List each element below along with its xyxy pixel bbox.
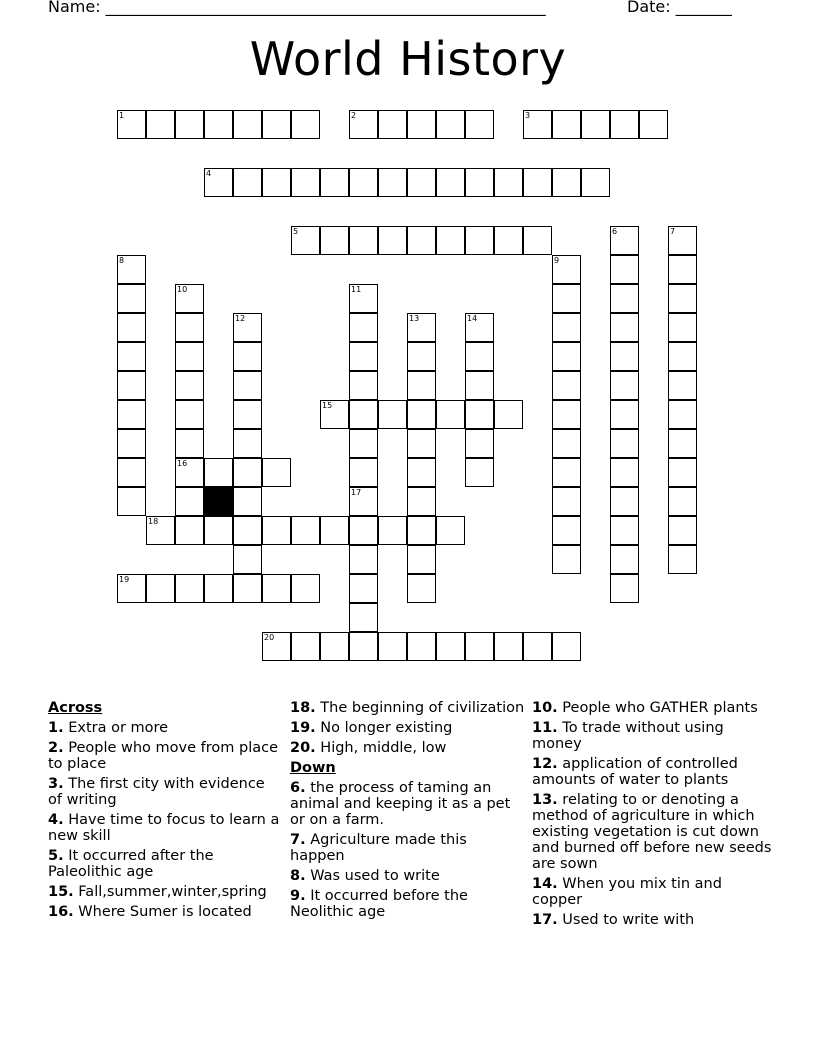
crossword-cell[interactable] <box>436 400 465 429</box>
clue-number: 4 <box>206 169 212 178</box>
crossword-cell[interactable] <box>117 284 146 313</box>
crossword-cell[interactable] <box>494 632 523 661</box>
crossword-cell[interactable] <box>378 110 407 139</box>
crossword-cell[interactable] <box>349 313 378 342</box>
crossword-cell[interactable] <box>320 400 349 429</box>
crossword-cell[interactable] <box>610 313 639 342</box>
clue-number: 19 <box>119 575 130 584</box>
crossword-cell[interactable] <box>233 487 262 516</box>
crossword-cell[interactable] <box>407 342 436 371</box>
crossword-cell[interactable] <box>349 429 378 458</box>
crossword-cell[interactable] <box>291 574 320 603</box>
black-square <box>204 487 233 516</box>
crossword-cell[interactable] <box>320 168 349 197</box>
crossword-cell[interactable] <box>610 400 639 429</box>
crossword-cell[interactable] <box>349 110 378 139</box>
crossword-cell[interactable] <box>465 632 494 661</box>
crossword-cell[interactable] <box>291 632 320 661</box>
crossword-cell[interactable] <box>610 371 639 400</box>
crossword-cell[interactable] <box>610 255 639 284</box>
crossword-cell[interactable] <box>233 516 262 545</box>
crossword-cell[interactable] <box>117 371 146 400</box>
crossword-cell[interactable] <box>668 284 697 313</box>
crossword-cell[interactable] <box>349 226 378 255</box>
crossword-cell[interactable] <box>552 487 581 516</box>
crossword-cell[interactable] <box>378 168 407 197</box>
crossword-cell[interactable] <box>291 516 320 545</box>
crossword-cell[interactable] <box>465 110 494 139</box>
crossword-cell[interactable] <box>175 313 204 342</box>
crossword-cell[interactable] <box>175 429 204 458</box>
crossword-cell[interactable] <box>233 545 262 574</box>
crossword-cell[interactable] <box>581 168 610 197</box>
crossword-cell[interactable] <box>465 313 494 342</box>
down-heading: Down <box>290 760 336 776</box>
crossword-cell[interactable] <box>610 342 639 371</box>
crossword-cell[interactable] <box>233 313 262 342</box>
clues-column-3 <box>532 700 772 932</box>
crossword-cell[interactable] <box>204 168 233 197</box>
across-clue: 19. No longer existing <box>290 720 453 736</box>
crossword-cell[interactable] <box>349 400 378 429</box>
crossword-cell[interactable] <box>204 574 233 603</box>
crossword-cell[interactable] <box>204 110 233 139</box>
crossword-cell[interactable] <box>523 110 552 139</box>
crossword-cell[interactable] <box>291 168 320 197</box>
clue-number: 7 <box>670 227 676 236</box>
crossword-cell[interactable] <box>552 255 581 284</box>
crossword-cell[interactable] <box>204 458 233 487</box>
crossword-cell[interactable] <box>407 168 436 197</box>
crossword-cell[interactable] <box>465 371 494 400</box>
crossword-cell[interactable] <box>668 516 697 545</box>
crossword-cell[interactable] <box>552 342 581 371</box>
crossword-cell[interactable] <box>407 487 436 516</box>
across-heading: Across <box>48 700 103 716</box>
crossword-cell[interactable] <box>175 284 204 313</box>
crossword-cell[interactable] <box>349 574 378 603</box>
crossword-cell[interactable] <box>436 226 465 255</box>
crossword-cell[interactable] <box>552 516 581 545</box>
clue-number: 2 <box>351 111 357 120</box>
crossword-cell[interactable] <box>407 110 436 139</box>
down-clue: 12. application of controlled amounts of water to plants <box>532 756 738 788</box>
across-clue: 15. Fall,summer,winter,spring <box>48 884 267 900</box>
clues-column-2 <box>290 700 525 924</box>
down-clue: 6. the process of taming an animal and keeping it as a pet or on a farm. <box>290 780 511 828</box>
clue-number: 16 <box>177 459 188 468</box>
crossword-cell[interactable] <box>523 226 552 255</box>
crossword-cell[interactable] <box>494 226 523 255</box>
crossword-cell[interactable] <box>262 168 291 197</box>
crossword-cell[interactable] <box>407 458 436 487</box>
crossword-cell[interactable] <box>117 313 146 342</box>
clue-number: 8 <box>119 256 125 265</box>
crossword-cell[interactable] <box>117 110 146 139</box>
clue-number: 5 <box>293 227 299 236</box>
crossword-cell[interactable] <box>175 400 204 429</box>
crossword-cell[interactable] <box>552 313 581 342</box>
crossword-cell[interactable] <box>349 516 378 545</box>
crossword-cell[interactable] <box>291 226 320 255</box>
crossword-cell[interactable] <box>349 545 378 574</box>
crossword-cell[interactable] <box>668 400 697 429</box>
crossword-cell[interactable] <box>320 226 349 255</box>
crossword-cell[interactable] <box>175 574 204 603</box>
crossword-cell[interactable] <box>349 487 378 516</box>
crossword-cell[interactable] <box>349 168 378 197</box>
across-clue: 20. High, middle, low <box>290 740 447 756</box>
crossword-cell[interactable] <box>552 429 581 458</box>
crossword-cell[interactable] <box>175 487 204 516</box>
across-clue: 18. The beginning of civilization <box>290 700 525 716</box>
across-clue: 16. Where Sumer is located <box>48 904 252 920</box>
crossword-cell[interactable] <box>233 371 262 400</box>
down-clue: 13. relating to or denoting a method of agriculture in which existing vegetation is cut down and burned off before new seeds are sown <box>532 792 772 872</box>
crossword-cell[interactable] <box>349 342 378 371</box>
crossword-cell[interactable] <box>465 400 494 429</box>
crossword-cell[interactable] <box>668 487 697 516</box>
clue-number: 15 <box>322 401 333 410</box>
crossword-cell[interactable] <box>378 516 407 545</box>
clue-number: 20 <box>264 633 275 642</box>
clue-number: 1 <box>119 111 125 120</box>
crossword-cell[interactable] <box>668 545 697 574</box>
crossword-cell[interactable] <box>465 458 494 487</box>
crossword-cell[interactable] <box>117 400 146 429</box>
date-line: Date: _______ <box>627 0 732 16</box>
crossword-cell[interactable] <box>291 110 320 139</box>
crossword-cell[interactable] <box>436 516 465 545</box>
crossword-cell[interactable] <box>436 632 465 661</box>
crossword-cell[interactable] <box>552 110 581 139</box>
clue-number: 10 <box>177 285 188 294</box>
down-clue: 11. To trade without using money <box>532 720 724 752</box>
clues-column-1 <box>48 700 283 924</box>
crossword-cell[interactable] <box>378 632 407 661</box>
crossword-cell[interactable] <box>581 110 610 139</box>
crossword-cell[interactable] <box>523 168 552 197</box>
crossword-cell[interactable] <box>610 226 639 255</box>
crossword-cell[interactable] <box>349 458 378 487</box>
crossword-cell[interactable] <box>407 226 436 255</box>
crossword-cell[interactable] <box>233 342 262 371</box>
crossword-cell[interactable] <box>117 255 146 284</box>
crossword-cell[interactable] <box>668 342 697 371</box>
clue-number: 12 <box>235 314 246 323</box>
crossword-cell[interactable] <box>552 371 581 400</box>
crossword-cell[interactable] <box>320 516 349 545</box>
crossword-cell[interactable] <box>262 110 291 139</box>
clue-number: 11 <box>351 285 362 294</box>
crossword-cell[interactable] <box>494 168 523 197</box>
crossword-cell[interactable] <box>349 371 378 400</box>
crossword-cell[interactable] <box>262 632 291 661</box>
crossword-cell[interactable] <box>465 342 494 371</box>
crossword-cell[interactable] <box>175 516 204 545</box>
crossword-cell[interactable] <box>552 168 581 197</box>
crossword-cell[interactable] <box>610 487 639 516</box>
crossword-cell[interactable] <box>146 516 175 545</box>
crossword-cell[interactable] <box>407 516 436 545</box>
down-clue: 7. Agriculture made this happen <box>290 832 467 864</box>
across-clue: 4. Have time to focus to learn a new skill <box>48 812 280 844</box>
crossword-cell[interactable] <box>639 110 668 139</box>
crossword-cell[interactable] <box>407 371 436 400</box>
crossword-cell[interactable] <box>407 632 436 661</box>
crossword-cell[interactable] <box>610 574 639 603</box>
crossword-cell[interactable] <box>407 545 436 574</box>
crossword-cell[interactable] <box>465 168 494 197</box>
crossword-cell[interactable] <box>175 342 204 371</box>
crossword-cell[interactable] <box>552 545 581 574</box>
name-line: Name: _______________________________________________________ <box>48 0 546 16</box>
crossword-cell[interactable] <box>320 632 349 661</box>
clue-number: 6 <box>612 227 618 236</box>
down-clue: 17. Used to write with <box>532 912 695 928</box>
down-clue: 14. When you mix tin and copper <box>532 876 722 908</box>
crossword-cell[interactable] <box>552 458 581 487</box>
crossword-cell[interactable] <box>349 632 378 661</box>
crossword-cell[interactable] <box>117 458 146 487</box>
crossword-cell[interactable] <box>552 632 581 661</box>
crossword-cell[interactable] <box>204 516 233 545</box>
across-clue: 2. People who move from place to place <box>48 740 279 772</box>
crossword-cell[interactable] <box>233 574 262 603</box>
crossword-cell[interactable] <box>117 429 146 458</box>
crossword-cell[interactable] <box>233 168 262 197</box>
crossword-cell[interactable] <box>668 371 697 400</box>
crossword-cell[interactable] <box>378 400 407 429</box>
crossword-cell[interactable] <box>407 313 436 342</box>
crossword-cell[interactable] <box>262 574 291 603</box>
down-clue: 9. It occurred before the Neolithic age <box>290 888 468 920</box>
crossword-cell[interactable] <box>407 400 436 429</box>
across-clue: 3. The first city with evidence of writing <box>48 776 265 808</box>
crossword-cell[interactable] <box>610 516 639 545</box>
across-clue: 5. It occurred after the Paleolithic age <box>48 848 214 880</box>
crossword-cell[interactable] <box>117 342 146 371</box>
clue-number: 17 <box>351 488 362 497</box>
crossword-cell[interactable] <box>523 632 552 661</box>
crossword-cell[interactable] <box>436 110 465 139</box>
crossword-cell[interactable] <box>349 603 378 632</box>
crossword-cell[interactable] <box>117 574 146 603</box>
clue-number: 13 <box>409 314 420 323</box>
crossword-cell[interactable] <box>668 429 697 458</box>
crossword-cell[interactable] <box>407 429 436 458</box>
crossword-cell[interactable] <box>378 226 407 255</box>
clue-number: 3 <box>525 111 531 120</box>
crossword-cell[interactable] <box>465 429 494 458</box>
crossword-cell[interactable] <box>233 400 262 429</box>
down-clue: 8. Was used to write <box>290 868 440 884</box>
clue-number: 18 <box>148 517 159 526</box>
crossword-cell[interactable] <box>610 458 639 487</box>
crossword-cell[interactable] <box>262 516 291 545</box>
clue-number: 9 <box>554 256 560 265</box>
crossword-cell[interactable] <box>175 110 204 139</box>
crossword-cell[interactable] <box>233 429 262 458</box>
crossword-cell[interactable] <box>175 458 204 487</box>
crossword-cell[interactable] <box>465 226 494 255</box>
crossword-cell[interactable] <box>552 400 581 429</box>
page-title: World History <box>249 32 567 86</box>
crossword-cell[interactable] <box>610 110 639 139</box>
crossword-cell[interactable] <box>610 284 639 313</box>
crossword-cell[interactable] <box>146 110 175 139</box>
crossword-cell[interactable] <box>668 458 697 487</box>
crossword-cell[interactable] <box>552 284 581 313</box>
crossword-cell[interactable] <box>175 371 204 400</box>
crossword-cell[interactable] <box>233 458 262 487</box>
crossword-cell[interactable] <box>233 110 262 139</box>
across-clue: 1. Extra or more <box>48 720 169 736</box>
crossword-cell[interactable] <box>436 168 465 197</box>
crossword-cell[interactable] <box>668 313 697 342</box>
crossword-cell[interactable] <box>117 487 146 516</box>
crossword-cell[interactable] <box>494 400 523 429</box>
crossword-cell[interactable] <box>668 226 697 255</box>
crossword-cell[interactable] <box>262 458 291 487</box>
crossword-cell[interactable] <box>668 255 697 284</box>
crossword-cell[interactable] <box>610 429 639 458</box>
crossword-cell[interactable] <box>349 284 378 313</box>
crossword-cell[interactable] <box>407 574 436 603</box>
crossword-cell[interactable] <box>610 545 639 574</box>
down-clue: 10. People who GATHER plants <box>532 700 758 716</box>
crossword-cell[interactable] <box>146 574 175 603</box>
clue-number: 14 <box>467 314 478 323</box>
